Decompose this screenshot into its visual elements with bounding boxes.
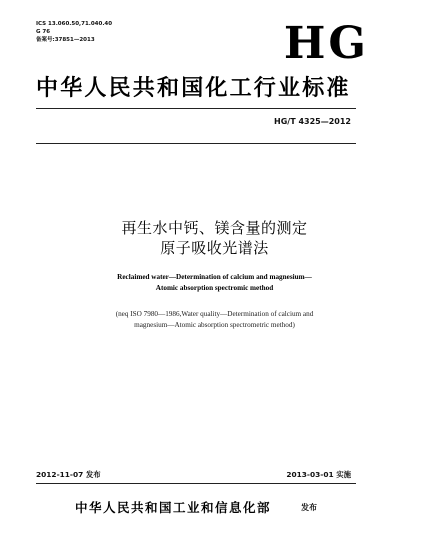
english-title-line-2: Atomic absorption spectromic method <box>155 284 274 292</box>
issue-date: 2012-11-07 发布 <box>36 470 101 479</box>
hg-logo: HG <box>283 18 369 69</box>
classification-code: G 76 <box>36 29 51 35</box>
chinese-title-line-1: 再生水中钙、镁含量的测定 <box>121 219 308 237</box>
header-divider <box>36 143 356 144</box>
implementation-date: 2013-03-01 实施 <box>286 470 351 479</box>
equivalence-note-line-1: (neq ISO 7980—1986,Water quality—Determination of calcium and <box>115 310 314 318</box>
footer-divider <box>36 483 356 484</box>
ics-code: ICS 13.060.50,71.040.40 <box>36 21 113 27</box>
equivalence-note-line-2: magnesium—Atomic absorption spectrometric method) <box>134 321 295 329</box>
standard-number: HG/T 4325—2012 <box>274 117 351 126</box>
top-divider <box>36 108 356 109</box>
record-number: 备案号:37851—2013 <box>36 37 95 43</box>
industry-standard-title: 中华人民共和国化工行业标准 <box>36 76 351 101</box>
chinese-title-line-2: 原子吸收光谱法 <box>160 239 269 257</box>
issuing-authority: 中华人民共和国工业和信息化部 <box>75 500 272 515</box>
issuing-authority-suffix: 发布 <box>301 503 317 512</box>
english-title-line-1: Reclaimed water—Determination of calcium and magnesium— <box>117 273 312 281</box>
